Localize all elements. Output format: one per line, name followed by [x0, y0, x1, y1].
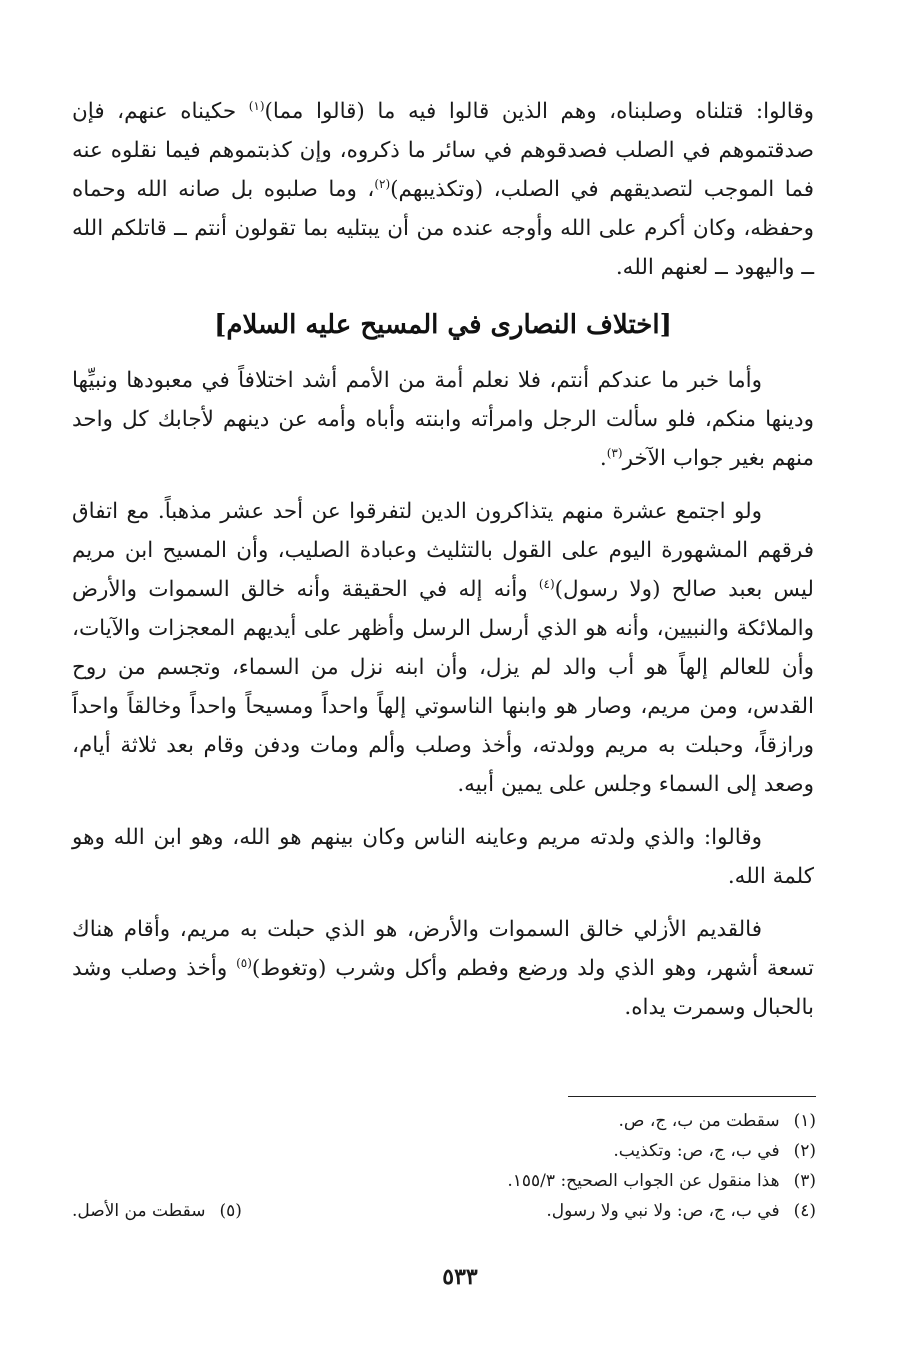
footnote-number: (٣): [793, 1171, 816, 1191]
footnote-ref-1: (١): [248, 98, 265, 113]
footnote-row: [72, 1136, 816, 1166]
footnote-3: [507, 1166, 816, 1196]
footnote-ref-4: (٤): [538, 576, 555, 591]
footnote-5: [72, 1196, 242, 1226]
footnote-number: (٥): [219, 1201, 242, 1221]
paragraph-5-text-a: فالقديم الأزلي خالق السموات والأرض، هو الذي حبلت به مريم، وأقام هناك تسعة أشهر، وهو الذي ولد ورضع وفطم وأكل وشرب (وتغوط): [72, 917, 814, 981]
paragraph-2: [72, 361, 814, 478]
footnote-row: [72, 1106, 816, 1136]
paragraph-4: [72, 818, 814, 896]
section-heading: [اختلاف النصارى في المسيح عليه السلام]: [214, 310, 672, 340]
footnote-row: [72, 1166, 816, 1196]
paragraph-gap: [72, 478, 814, 492]
paragraph-4-text: وقالوا: والذي ولدته مريم وعاينه الناس وكان بينهم هو الله، وهو ابن الله وهو كلمة الله.: [72, 825, 814, 889]
paragraph-2-text-a: وأما خبر ما عندكم أنتم، فلا نعلم أمة من الأمم أشد اختلافاً في معبودها ونبيِّها ودينها منكم، فلو سألت الرجل وامرأته وابنته وأباه وأمه عن دينهم لأجابك كل واحد منهم بغير جواب الآخر: [72, 368, 814, 471]
footnote-ref-2: (٢): [374, 176, 391, 191]
paragraph-gap: [72, 804, 814, 818]
paragraph-3: [72, 492, 814, 804]
footnote-number: (١): [793, 1111, 816, 1131]
paragraph-gap: [72, 896, 814, 910]
paragraph-3-text-b: وأنه إله في الحقيقة وأنه خالق السموات والأرض والملائكة والنبيين، وأنه هو الذي أرسل الرسل وأظهر على أيديهم المعجزات والآيات، وأن للعالم إلهاً هو أب والد لم يزل، وأن ابنه نزل من السماء، وتجسم من روح القدس، ومن مريم، وصار هو وابنها الناسوتي إلهاً واحداً ومسيحاً واحداً وخالقاً واحداً ورازقاً، وحبلت به مريم وولدته، وأخذ وصلب وألم ومات ودفن وقام بعد ثلاثة أيام، وصعد إلى السماء وجلس على يمين أبيه.: [72, 577, 814, 797]
footnote-4: [546, 1196, 816, 1226]
paragraph-1: [72, 92, 814, 287]
footnote-text: هذا منقول عن الجواب الصحيح: ١٥٥/٣.: [507, 1171, 780, 1191]
footnote-text: في ب، ج، ص: وتكذيب.: [613, 1141, 780, 1161]
footnote-text: في ب، ج، ص: ولا نبي ولا رسول.: [546, 1201, 780, 1221]
footnote-ref-3: (٣): [606, 445, 623, 460]
footnote-text: سقطت من الأصل.: [72, 1201, 206, 1221]
paragraph-5: [72, 910, 814, 1027]
footnote-row: [72, 1196, 816, 1226]
main-text: [72, 92, 814, 1027]
footnote-number: (٤): [793, 1201, 816, 1221]
paragraph-1-text-a: وقالوا: قتلناه وصلبناه، وهم الذين قالوا فيه ما (قالوا مما): [264, 99, 814, 124]
footnote-number: (٢): [793, 1141, 816, 1161]
paragraph-1-text-c: ، وما صلبوه بل صانه الله وحماه وحفظه، وكان أكرم على الله وأوجه عنده من أن يبتليه بما تقولون أنتم ــ قاتلكم الله ــ واليهود ــ لعنهم الله.: [72, 177, 814, 280]
page-number: ٥٣٣: [442, 1264, 478, 1290]
footnote-separator: [568, 1096, 816, 1097]
paragraph-1-text-b: حكيناه عنهم، فإن صدقتموهم في الصلب فصدقوهم في سائر ما ذكروه، وإن كذبتموهم فيما نقلوه عنه فما الموجب لتصديقهم في الصلب، (وتكذيبهم): [72, 99, 814, 202]
footnotes: [72, 1106, 816, 1226]
footnote-2: [613, 1136, 816, 1166]
paragraph-3-text-a: ولو اجتمع عشرة منهم يتذاكرون الدين لتفرقوا عن أحد عشر مذهباً. مع اتفاق فرقهم المشهورة اليوم على القول بالتثليث وعبادة الصليب، وأن المسيح ابن مريم ليس بعبد صالح (ولا رسول): [72, 499, 814, 602]
paragraph-5-text-b: وأخذ وصلب وشد بالحبال وسمرت يداه.: [72, 956, 814, 1020]
footnote-text: سقطت من ب، ج، ص.: [618, 1111, 780, 1131]
footnote-ref-5: (٥): [236, 955, 252, 970]
paragraph-2-text-b: .: [599, 446, 607, 471]
footnote-1: [619, 1106, 816, 1136]
